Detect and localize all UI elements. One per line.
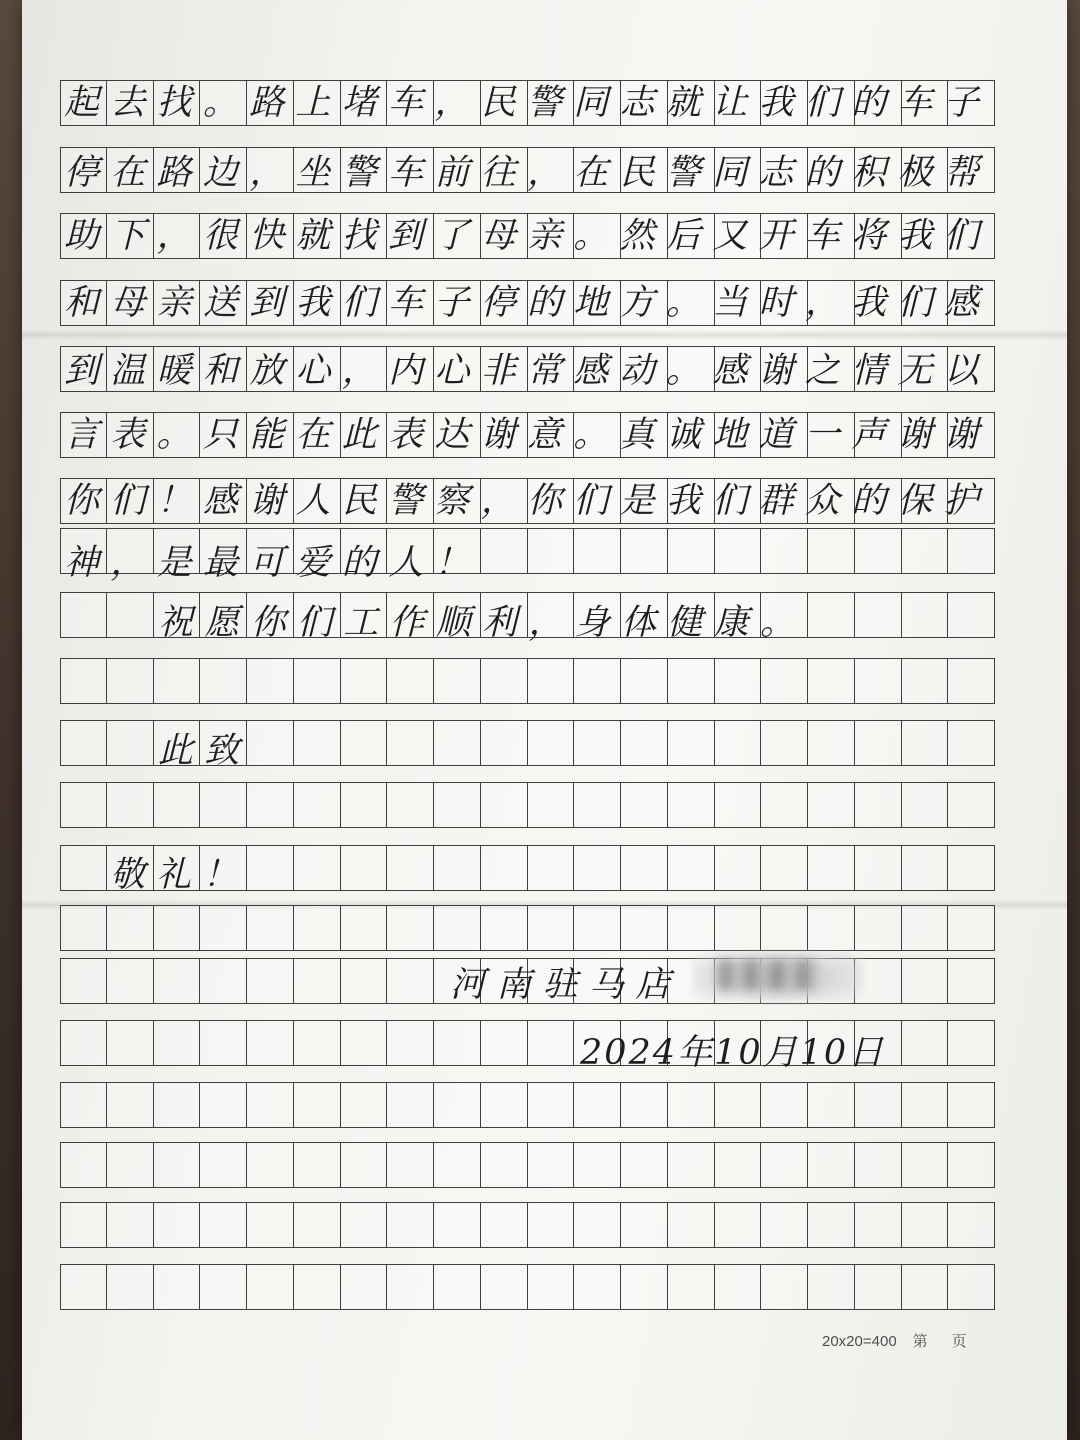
grid-cell — [668, 782, 715, 828]
grid-cell — [154, 1020, 201, 1066]
grid-cell — [574, 782, 621, 828]
grid-cell — [528, 720, 575, 766]
grid-cell — [761, 528, 808, 574]
letter-closing-wish: 祝愿你们工作顺利，身体健康。 — [158, 603, 807, 643]
grid-cell — [481, 1202, 528, 1248]
grid-cell — [621, 782, 668, 828]
grid-cell — [341, 845, 388, 891]
grid-row — [60, 1202, 995, 1248]
grid-cell — [808, 1264, 855, 1310]
paper-fold-line — [22, 330, 1067, 340]
grid-cell — [60, 720, 107, 766]
grid-cell — [107, 1142, 154, 1188]
grid-cell — [247, 1264, 294, 1310]
grid-cell — [948, 1264, 995, 1310]
grid-cell — [341, 1020, 388, 1066]
grid-cell — [247, 1020, 294, 1066]
grid-cell — [715, 782, 762, 828]
grid-cell — [387, 782, 434, 828]
grid-cell — [574, 905, 621, 951]
grid-cell — [948, 720, 995, 766]
grid-cell — [294, 1142, 341, 1188]
grid-cell — [481, 845, 528, 891]
grid-cell — [574, 720, 621, 766]
grid-cell — [574, 1202, 621, 1248]
grid-cell — [902, 1082, 949, 1128]
letter-line-2: 停在路边，坐警车前往，在民警同志的积极帮 — [64, 153, 991, 193]
grid-cell — [294, 658, 341, 704]
paper-footer — [822, 1330, 967, 1351]
grid-cell — [621, 658, 668, 704]
grid-cell — [341, 658, 388, 704]
grid-cell — [107, 1202, 154, 1248]
grid-cell — [387, 905, 434, 951]
grid-cell — [154, 958, 201, 1004]
grid-cell — [60, 1202, 107, 1248]
grid-cell — [60, 905, 107, 951]
grid-cell — [902, 958, 949, 1004]
grid-cell — [855, 1082, 902, 1128]
grid-cell — [855, 720, 902, 766]
grid-cell — [761, 720, 808, 766]
grid-cell — [855, 1264, 902, 1310]
grid-cell — [574, 658, 621, 704]
grid-cell — [574, 528, 621, 574]
grid-cell — [621, 1202, 668, 1248]
letter-salutation-2: 敬礼！ — [110, 855, 249, 895]
grid-cell — [434, 1142, 481, 1188]
grid-cell — [341, 720, 388, 766]
grid-cell — [621, 1264, 668, 1310]
page-suffix: 页 — [951, 1333, 967, 1350]
grid-cell — [808, 905, 855, 951]
grid-cell — [107, 1082, 154, 1128]
grid-cell — [434, 658, 481, 704]
grid-cell — [60, 782, 107, 828]
grid-cell — [294, 720, 341, 766]
grid-cell — [808, 1082, 855, 1128]
grid-cell — [528, 845, 575, 891]
grid-cell — [808, 720, 855, 766]
letter-line-3: 助下，很快就找到了母亲。然后又开车将我们 — [64, 216, 991, 256]
grid-cell — [761, 845, 808, 891]
grid-cell — [341, 782, 388, 828]
grid-cell — [902, 1142, 949, 1188]
grid-cell — [668, 1264, 715, 1310]
grid-row — [60, 658, 995, 704]
grid-cell — [948, 658, 995, 704]
grid-cell — [855, 1142, 902, 1188]
grid-cell — [481, 1142, 528, 1188]
grid-cell — [200, 1142, 247, 1188]
grid-cell — [107, 1264, 154, 1310]
grid-cell — [60, 1264, 107, 1310]
grid-cell — [387, 1264, 434, 1310]
grid-cell — [668, 1202, 715, 1248]
grid-cell — [481, 658, 528, 704]
grid-cell — [247, 845, 294, 891]
grid-cell — [528, 658, 575, 704]
grid-cell — [60, 958, 107, 1004]
grid-cell — [528, 905, 575, 951]
grid-format-label: 20x20=400 — [822, 1333, 897, 1350]
grid-cell — [154, 658, 201, 704]
grid-cell — [341, 905, 388, 951]
grid-cell — [902, 720, 949, 766]
grid-cell — [434, 1202, 481, 1248]
grid-row — [60, 782, 995, 828]
grid-cell — [107, 905, 154, 951]
grid-cell — [387, 720, 434, 766]
grid-cell — [154, 1202, 201, 1248]
grid-cell — [902, 658, 949, 704]
letter-date: 2024年10月10日 — [580, 1033, 886, 1073]
grid-cell — [434, 782, 481, 828]
grid-cell — [247, 1082, 294, 1128]
grid-cell — [948, 1142, 995, 1188]
grid-cell — [481, 720, 528, 766]
grid-cell — [621, 720, 668, 766]
grid-cell — [341, 1142, 388, 1188]
grid-cell — [294, 1020, 341, 1066]
grid-cell — [341, 1082, 388, 1128]
grid-cell — [387, 1142, 434, 1188]
grid-cell — [247, 658, 294, 704]
grid-cell — [808, 592, 855, 638]
grid-cell — [761, 1142, 808, 1188]
grid-cell — [528, 1264, 575, 1310]
grid-cell — [715, 905, 762, 951]
grid-cell — [948, 592, 995, 638]
grid-cell — [761, 658, 808, 704]
grid-cell — [808, 528, 855, 574]
grid-cell — [247, 958, 294, 1004]
grid-cell — [715, 1202, 762, 1248]
grid-cell — [574, 1264, 621, 1310]
grid-cell — [761, 905, 808, 951]
grid-cell — [621, 845, 668, 891]
grid-cell — [902, 845, 949, 891]
grid-cell — [60, 845, 107, 891]
grid-cell — [434, 1082, 481, 1128]
grid-cell — [154, 905, 201, 951]
grid-cell — [154, 1142, 201, 1188]
grid-cell — [855, 905, 902, 951]
grid-cell — [948, 1202, 995, 1248]
grid-cell — [715, 1082, 762, 1128]
grid-cell — [247, 720, 294, 766]
grid-cell — [948, 958, 995, 1004]
grid-cell — [154, 1082, 201, 1128]
grid-cell — [294, 782, 341, 828]
grid-row — [60, 1082, 995, 1128]
grid-cell — [528, 1020, 575, 1066]
grid-cell — [948, 782, 995, 828]
grid-cell — [948, 905, 995, 951]
grid-cell — [387, 1202, 434, 1248]
grid-cell — [855, 782, 902, 828]
grid-cell — [855, 1202, 902, 1248]
grid-cell — [341, 958, 388, 1004]
grid-cell — [668, 905, 715, 951]
grid-cell — [902, 592, 949, 638]
grid-cell — [107, 958, 154, 1004]
grid-cell — [481, 1264, 528, 1310]
grid-cell — [200, 782, 247, 828]
grid-cell — [294, 1082, 341, 1128]
grid-cell — [902, 905, 949, 951]
grid-cell — [528, 1142, 575, 1188]
grid-cell — [107, 720, 154, 766]
grid-cell — [107, 1020, 154, 1066]
grid-cell — [574, 1142, 621, 1188]
grid-cell — [434, 845, 481, 891]
grid-cell — [902, 1264, 949, 1310]
grid-cell — [200, 1264, 247, 1310]
grid-cell — [621, 1082, 668, 1128]
grid-cell — [247, 905, 294, 951]
grid-cell — [481, 1082, 528, 1128]
grid-cell — [621, 1142, 668, 1188]
grid-cell — [808, 1202, 855, 1248]
redacted-name-texture — [718, 960, 818, 990]
grid-cell — [902, 782, 949, 828]
grid-cell — [855, 528, 902, 574]
grid-cell — [715, 658, 762, 704]
grid-cell — [715, 845, 762, 891]
grid-cell — [715, 1264, 762, 1310]
grid-cell — [528, 1202, 575, 1248]
grid-cell — [855, 845, 902, 891]
grid-cell — [715, 720, 762, 766]
grid-cell — [200, 1020, 247, 1066]
grid-cell — [294, 1202, 341, 1248]
page-label: 第 — [912, 1333, 928, 1350]
letter-line-4: 和母亲送到我们车子停的地方。当时，我们感 — [64, 283, 991, 323]
grid-cell — [387, 1082, 434, 1128]
grid-cell — [60, 1082, 107, 1128]
grid-cell — [154, 1264, 201, 1310]
letter-line-8: 神，是最可爱的人！ — [64, 543, 481, 583]
grid-cell — [294, 845, 341, 891]
grid-cell — [107, 782, 154, 828]
grid-cell — [715, 1142, 762, 1188]
grid-cell — [247, 1142, 294, 1188]
grid-cell — [341, 1264, 388, 1310]
grid-cell — [948, 528, 995, 574]
grid-cell — [528, 1082, 575, 1128]
grid-cell — [247, 1202, 294, 1248]
grid-cell — [387, 1020, 434, 1066]
grid-cell — [341, 1202, 388, 1248]
grid-cell — [387, 845, 434, 891]
grid-cell — [60, 1020, 107, 1066]
grid-row — [60, 905, 995, 951]
grid-cell — [574, 1082, 621, 1128]
grid-cell — [855, 592, 902, 638]
grid-cell — [574, 845, 621, 891]
grid-cell — [902, 1020, 949, 1066]
grid-cell — [200, 1202, 247, 1248]
grid-cell — [761, 782, 808, 828]
grid-cell — [948, 845, 995, 891]
grid-cell — [668, 1142, 715, 1188]
grid-cell — [200, 958, 247, 1004]
grid-cell — [294, 1264, 341, 1310]
grid-cell — [434, 1020, 481, 1066]
grid-cell — [948, 1020, 995, 1066]
grid-cell — [808, 845, 855, 891]
grid-cell — [808, 658, 855, 704]
grid-cell — [668, 658, 715, 704]
grid-cell — [902, 1202, 949, 1248]
grid-cell — [434, 1264, 481, 1310]
grid-cell — [715, 528, 762, 574]
grid-cell — [761, 1264, 808, 1310]
grid-cell — [902, 528, 949, 574]
grid-cell — [668, 1082, 715, 1128]
grid-cell — [107, 658, 154, 704]
letter-salutation-1: 此致 — [158, 731, 251, 771]
grid-row — [60, 1264, 995, 1310]
letter-line-1: 起去找。路上堵车，民警同志就让我们的车子 — [64, 83, 991, 123]
grid-cell — [528, 782, 575, 828]
grid-cell — [948, 1082, 995, 1128]
grid-cell — [60, 658, 107, 704]
grid-cell — [481, 528, 528, 574]
grid-cell — [481, 1020, 528, 1066]
grid-cell — [387, 958, 434, 1004]
grid-cell — [60, 1142, 107, 1188]
grid-cell — [528, 528, 575, 574]
grid-cell — [761, 1082, 808, 1128]
grid-cell — [200, 1082, 247, 1128]
grid-cell — [668, 845, 715, 891]
grid-cell — [434, 905, 481, 951]
grid-cell — [808, 782, 855, 828]
grid-cell — [761, 1202, 808, 1248]
grid-cell — [200, 658, 247, 704]
grid-cell — [200, 905, 247, 951]
letter-sender: 河南驻马店 — [450, 965, 682, 1005]
grid-cell — [60, 592, 107, 638]
grid-cell — [247, 782, 294, 828]
grid-cell — [154, 782, 201, 828]
grid-cell — [621, 905, 668, 951]
letter-line-6: 言表。只能在此表达谢意。真诚地道一声谢谢 — [64, 415, 991, 455]
grid-row — [60, 1142, 995, 1188]
grid-cell — [294, 958, 341, 1004]
grid-cell — [668, 528, 715, 574]
grid-cell — [387, 658, 434, 704]
grid-cell — [481, 905, 528, 951]
grid-cell — [668, 720, 715, 766]
grid-cell — [434, 720, 481, 766]
grid-cell — [855, 658, 902, 704]
letter-line-7: 你们！感谢人民警察，你们是我们群众的保护 — [64, 481, 991, 521]
letter-line-5: 到温暖和放心，内心非常感动。感谢之情无以 — [64, 351, 991, 391]
grid-cell — [621, 528, 668, 574]
grid-cell — [481, 782, 528, 828]
grid-cell — [808, 1142, 855, 1188]
grid-cell — [294, 905, 341, 951]
grid-cell — [107, 592, 154, 638]
